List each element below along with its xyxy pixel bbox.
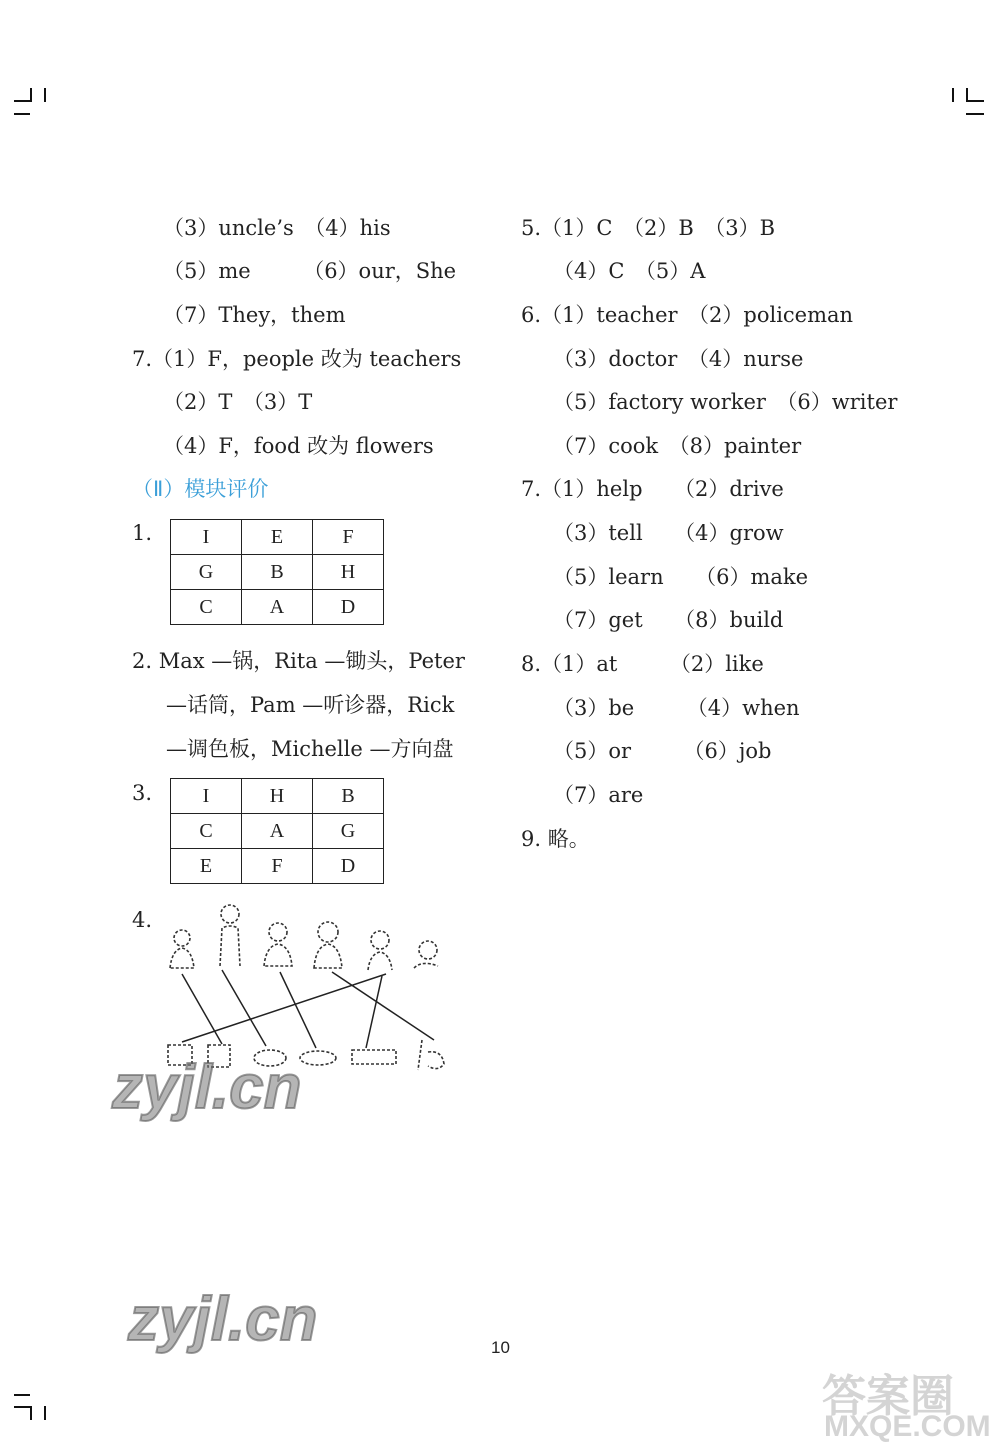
match-line [332,972,434,1040]
answer-line: 7.（1）F，people 改为 teachers [132,347,462,371]
answer-grid-q3 [170,778,384,884]
answer-grid-q1 [170,519,384,625]
crop-mark-bl [44,1406,46,1420]
grid-cell: B [242,555,313,590]
answer-line: （7）cook （8）painter [553,434,802,458]
answer-line: （7）are [553,783,644,807]
person-figure-5 [368,931,392,970]
answer-line: 8.（1）at （2）like [521,652,764,676]
section-heading: （Ⅱ）模块评价 [132,477,269,501]
crop-mark-tl [30,88,32,102]
answer-line: （5）or （6）job [553,739,772,763]
person-figure-4 [314,922,342,968]
match-line [182,974,222,1044]
crop-mark-tr [966,113,984,115]
watermark-corner-top: 答案圈 [822,1372,954,1421]
match-line [280,972,316,1048]
answer-line: （5）learn （6）make [553,565,809,589]
answer-line: （2）T （3）T [163,390,313,414]
grid-cell: C [171,590,242,625]
answer-line: （5）factory worker （6）writer [553,390,898,414]
crop-mark-bl [30,1406,32,1420]
grid-cell: H [313,555,384,590]
grid-cell: G [313,814,384,849]
answer-line: （7）get （8）build [553,608,784,632]
answer-line: 9. 略。 [521,827,590,851]
page-number: 10 [491,1338,510,1357]
grid-cell: A [242,814,313,849]
grid-cell: I [171,520,242,555]
match-line [366,976,382,1048]
answer-line: （3）doctor （4）nurse [553,347,804,371]
match-line [182,974,386,1042]
answer-line: （3）be （4）when [553,696,800,720]
crop-mark-tr [952,88,954,102]
answer-line: （3）uncle’s （4）his [163,216,391,240]
answer-line: —调色板，Michelle —方向盘 [166,737,454,761]
crop-mark-tl [14,113,30,115]
grid-cell: F [242,849,313,884]
grid-cell: G [171,555,242,590]
answer-line: （3）tell （4）grow [553,521,784,545]
watermark-mid: zyjl.cn [112,1053,302,1122]
answer-line: （4）F，food 改为 flowers [163,434,434,458]
answer-line: 7.（1）help （2）drive [521,477,784,501]
crop-mark-tr [966,100,984,102]
watermark-bottom: zyjl.cn [128,1285,318,1354]
grid-cell: H [242,779,313,814]
answer-line: 6.（1）teacher （2）policeman [521,303,854,327]
question-number: 1. [132,521,153,545]
answer-line: （5）me （6）our，She [163,259,457,283]
grid-cell: E [242,520,313,555]
grid-cell: C [171,814,242,849]
grid-cell: A [242,590,313,625]
match-line [222,970,266,1046]
answer-line: （4）C （5）A [553,259,706,283]
answer-line: 5.（1）C （2）B （3）B [521,216,776,240]
answer-line: —话筒，Pam —听诊器，Rick [166,693,455,717]
question-number: 4. [132,908,153,932]
person-figure-3 [264,923,292,966]
person-figure-6 [414,941,438,968]
crop-mark-tl [14,100,30,102]
grid-cell: D [313,590,384,625]
crop-mark-bl [14,1394,30,1396]
answer-line: （7）They，them [163,303,346,327]
crop-mark-bl [14,1406,30,1408]
grid-cell: D [313,849,384,884]
answer-line: 2. Max —锅，Rita —锄头，Peter [132,649,465,673]
grid-cell: E [171,849,242,884]
watermark-corner-bottom: MXQE.COM [824,1410,991,1443]
grid-cell: I [171,779,242,814]
grid-cell: F [313,520,384,555]
question-number: 3. [132,781,153,805]
crop-mark-tl [44,88,46,102]
grid-cell: B [313,779,384,814]
person-figure-1 [170,930,194,968]
person-figure-2 [220,905,240,966]
